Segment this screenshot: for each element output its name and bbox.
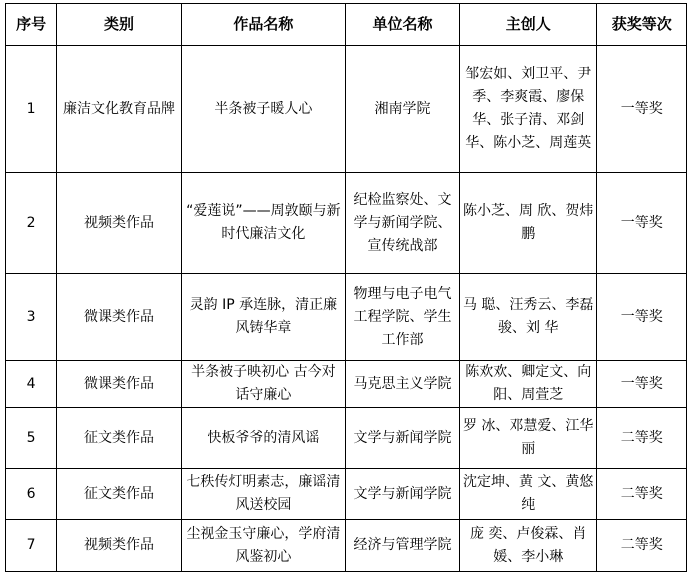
table-row	[6, 520, 687, 572]
cell-category: 微课类作品	[57, 274, 182, 361]
header-award: 获奖等次	[597, 4, 687, 46]
header-unit: 单位名称	[345, 4, 459, 46]
cell-award: 一等奖	[597, 173, 687, 274]
header-row	[6, 4, 687, 46]
table-row	[6, 46, 687, 173]
cell-unit: 文学与新闻学院	[345, 469, 459, 520]
header-category: 类别	[57, 4, 182, 46]
cell-unit: 马克思主义学院	[345, 361, 459, 408]
cell-award: 一等奖	[597, 46, 687, 173]
cell-award: 二等奖	[597, 469, 687, 520]
cell-award: 一等奖	[597, 361, 687, 408]
cell-unit: 文学与新闻学院	[345, 408, 459, 469]
cell-no: 1	[6, 46, 57, 173]
cell-creators: 庞 奕、卢俊霖、肖 媛、李小琳	[459, 520, 596, 572]
cell-no: 7	[6, 520, 57, 572]
cell-no: 2	[6, 173, 57, 274]
cell-title: 快板爷爷的清风谣	[181, 408, 345, 469]
cell-title: 半条被子暖人心	[181, 46, 345, 173]
header-no: 序号	[6, 4, 57, 46]
table-row	[6, 469, 687, 520]
cell-category: 视频类作品	[57, 520, 182, 572]
cell-creators: 邹宏如、刘卫平、尹 季、李爽霞、廖保华、张子清、邓剑华、陈小芝、周莲英	[459, 46, 596, 173]
cell-category: 征文类作品	[57, 469, 182, 520]
cell-creators: 陈小芝、周 欣、贺炜鹏	[459, 173, 596, 274]
cell-creators: 陈欢欢、卿定文、向 阳、周萱芝	[459, 361, 596, 408]
cell-award: 二等奖	[597, 520, 687, 572]
cell-unit: 经济与管理学院	[345, 520, 459, 572]
cell-no: 3	[6, 274, 57, 361]
cell-unit: 纪检监察处、文学与新闻学院、宣传统战部	[345, 173, 459, 274]
cell-category: 微课类作品	[57, 361, 182, 408]
cell-title: 七秩传灯明素志，廉谣清风送校园	[181, 469, 345, 520]
cell-title: 灵韵 IP 承连脉，清正廉风铸华章	[181, 274, 345, 361]
cell-no: 4	[6, 361, 57, 408]
cell-award: 一等奖	[597, 274, 687, 361]
cell-award: 二等奖	[597, 408, 687, 469]
awards-table	[5, 3, 687, 572]
cell-no: 5	[6, 408, 57, 469]
header-creators: 主创人	[459, 4, 596, 46]
cell-title: “爱莲说”——周敦颐与新时代廉洁文化	[181, 173, 345, 274]
cell-creators: 罗 冰、邓慧爱、江华丽	[459, 408, 596, 469]
cell-title: 尘视金玉守廉心，学府清风鉴初心	[181, 520, 345, 572]
cell-category: 征文类作品	[57, 408, 182, 469]
table-row	[6, 274, 687, 361]
cell-no: 6	[6, 469, 57, 520]
cell-creators: 马 聪、汪秀云、李磊骏、刘 华	[459, 274, 596, 361]
cell-title: 半条被子映初心 古今对话守廉心	[181, 361, 345, 408]
table-row	[6, 173, 687, 274]
cell-category: 视频类作品	[57, 173, 182, 274]
cell-category: 廉洁文化教育品牌	[57, 46, 182, 173]
cell-creators: 沈定坤、黄 文、黄悠纯	[459, 469, 596, 520]
table-row	[6, 408, 687, 469]
cell-unit: 湘南学院	[345, 46, 459, 173]
header-title: 作品名称	[181, 4, 345, 46]
table-row	[6, 361, 687, 408]
cell-unit: 物理与电子电气工程学院、学生工作部	[345, 274, 459, 361]
